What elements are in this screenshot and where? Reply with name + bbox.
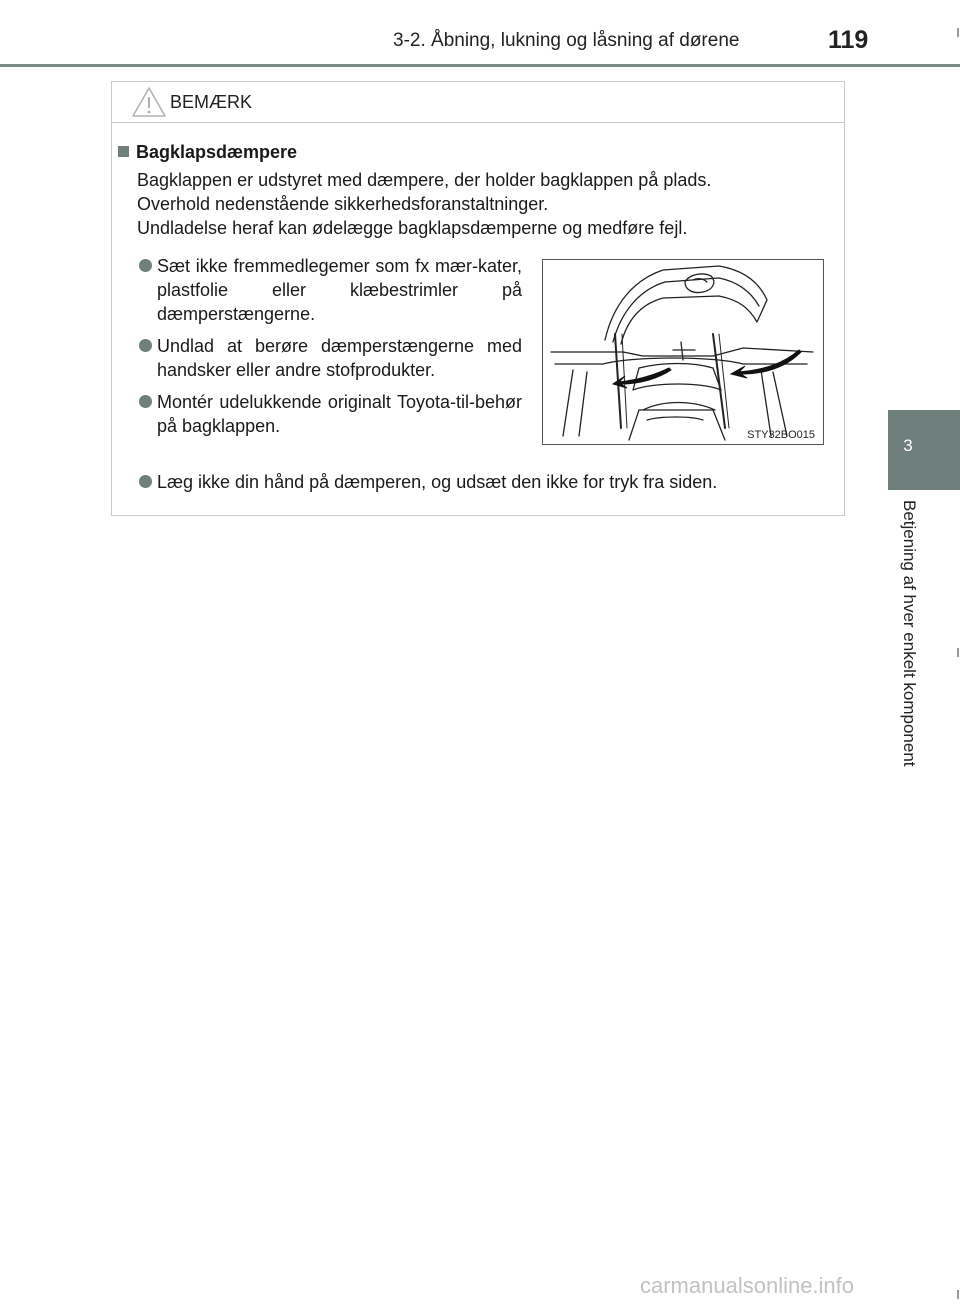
notice-box bbox=[111, 81, 845, 516]
notice-header bbox=[112, 82, 844, 123]
crop-mark bbox=[957, 1290, 959, 1299]
intro-line: Bagklappen er udstyret med dæmpere, der holder bagklappen på plads. bbox=[137, 170, 712, 190]
section-heading-text: Bagklapsdæmpere bbox=[136, 142, 298, 162]
bullet-dot-icon bbox=[139, 259, 152, 272]
bullet-text: Læg ikke din hånd på dæmperen, og udsæt den ikke for tryk fra siden. bbox=[157, 472, 718, 492]
notice-label: BEMÆRK bbox=[170, 92, 253, 112]
chapter-tab bbox=[888, 410, 960, 490]
crop-mark bbox=[957, 648, 959, 657]
header-rule bbox=[0, 64, 960, 67]
warning-icon bbox=[131, 86, 167, 118]
page-number: 119 bbox=[828, 26, 869, 54]
bullet-dot-icon bbox=[139, 475, 152, 488]
bullet-text: Undlad at berøre dæmperstængerne med handsker eller andre stofprodukter. bbox=[157, 336, 522, 380]
footer-watermark: carmanualsonline.info bbox=[640, 1273, 855, 1298]
section-title: 3-2. Åbning, lukning og låsning af dørene bbox=[393, 30, 740, 51]
bullet-text: Sæt ikke fremmedlegemer som fx mær-kater, plastfolie eller klæbestrimler på dæmperstængerne. bbox=[157, 256, 522, 324]
tailgate-figure bbox=[542, 259, 824, 445]
bullet-item bbox=[137, 334, 522, 382]
chapter-number: 3 bbox=[903, 436, 913, 455]
intro-line: Undladelse heraf kan ødelægge bagklapsdæmperne og medføre fejl. bbox=[137, 218, 688, 238]
bullet-dot-icon bbox=[139, 339, 152, 352]
bullet-text: Montér udelukkende originalt Toyota-til-behør på bagklappen. bbox=[157, 392, 522, 436]
square-bullet-icon bbox=[118, 146, 129, 157]
intro-line: Overhold nedenstående sikkerhedsforanstaltninger. bbox=[137, 194, 549, 214]
bullet-item bbox=[137, 390, 522, 438]
section-heading bbox=[118, 142, 297, 163]
bullet-item bbox=[137, 470, 827, 494]
figure-code: STY32BO015 bbox=[747, 429, 815, 441]
crop-mark bbox=[957, 28, 959, 37]
tailgate-damper-illustration bbox=[543, 260, 823, 444]
bullet-item bbox=[137, 254, 522, 326]
chapter-title: Betjening af hver enkelt komponent bbox=[900, 500, 919, 767]
bullet-dot-icon bbox=[139, 395, 152, 408]
